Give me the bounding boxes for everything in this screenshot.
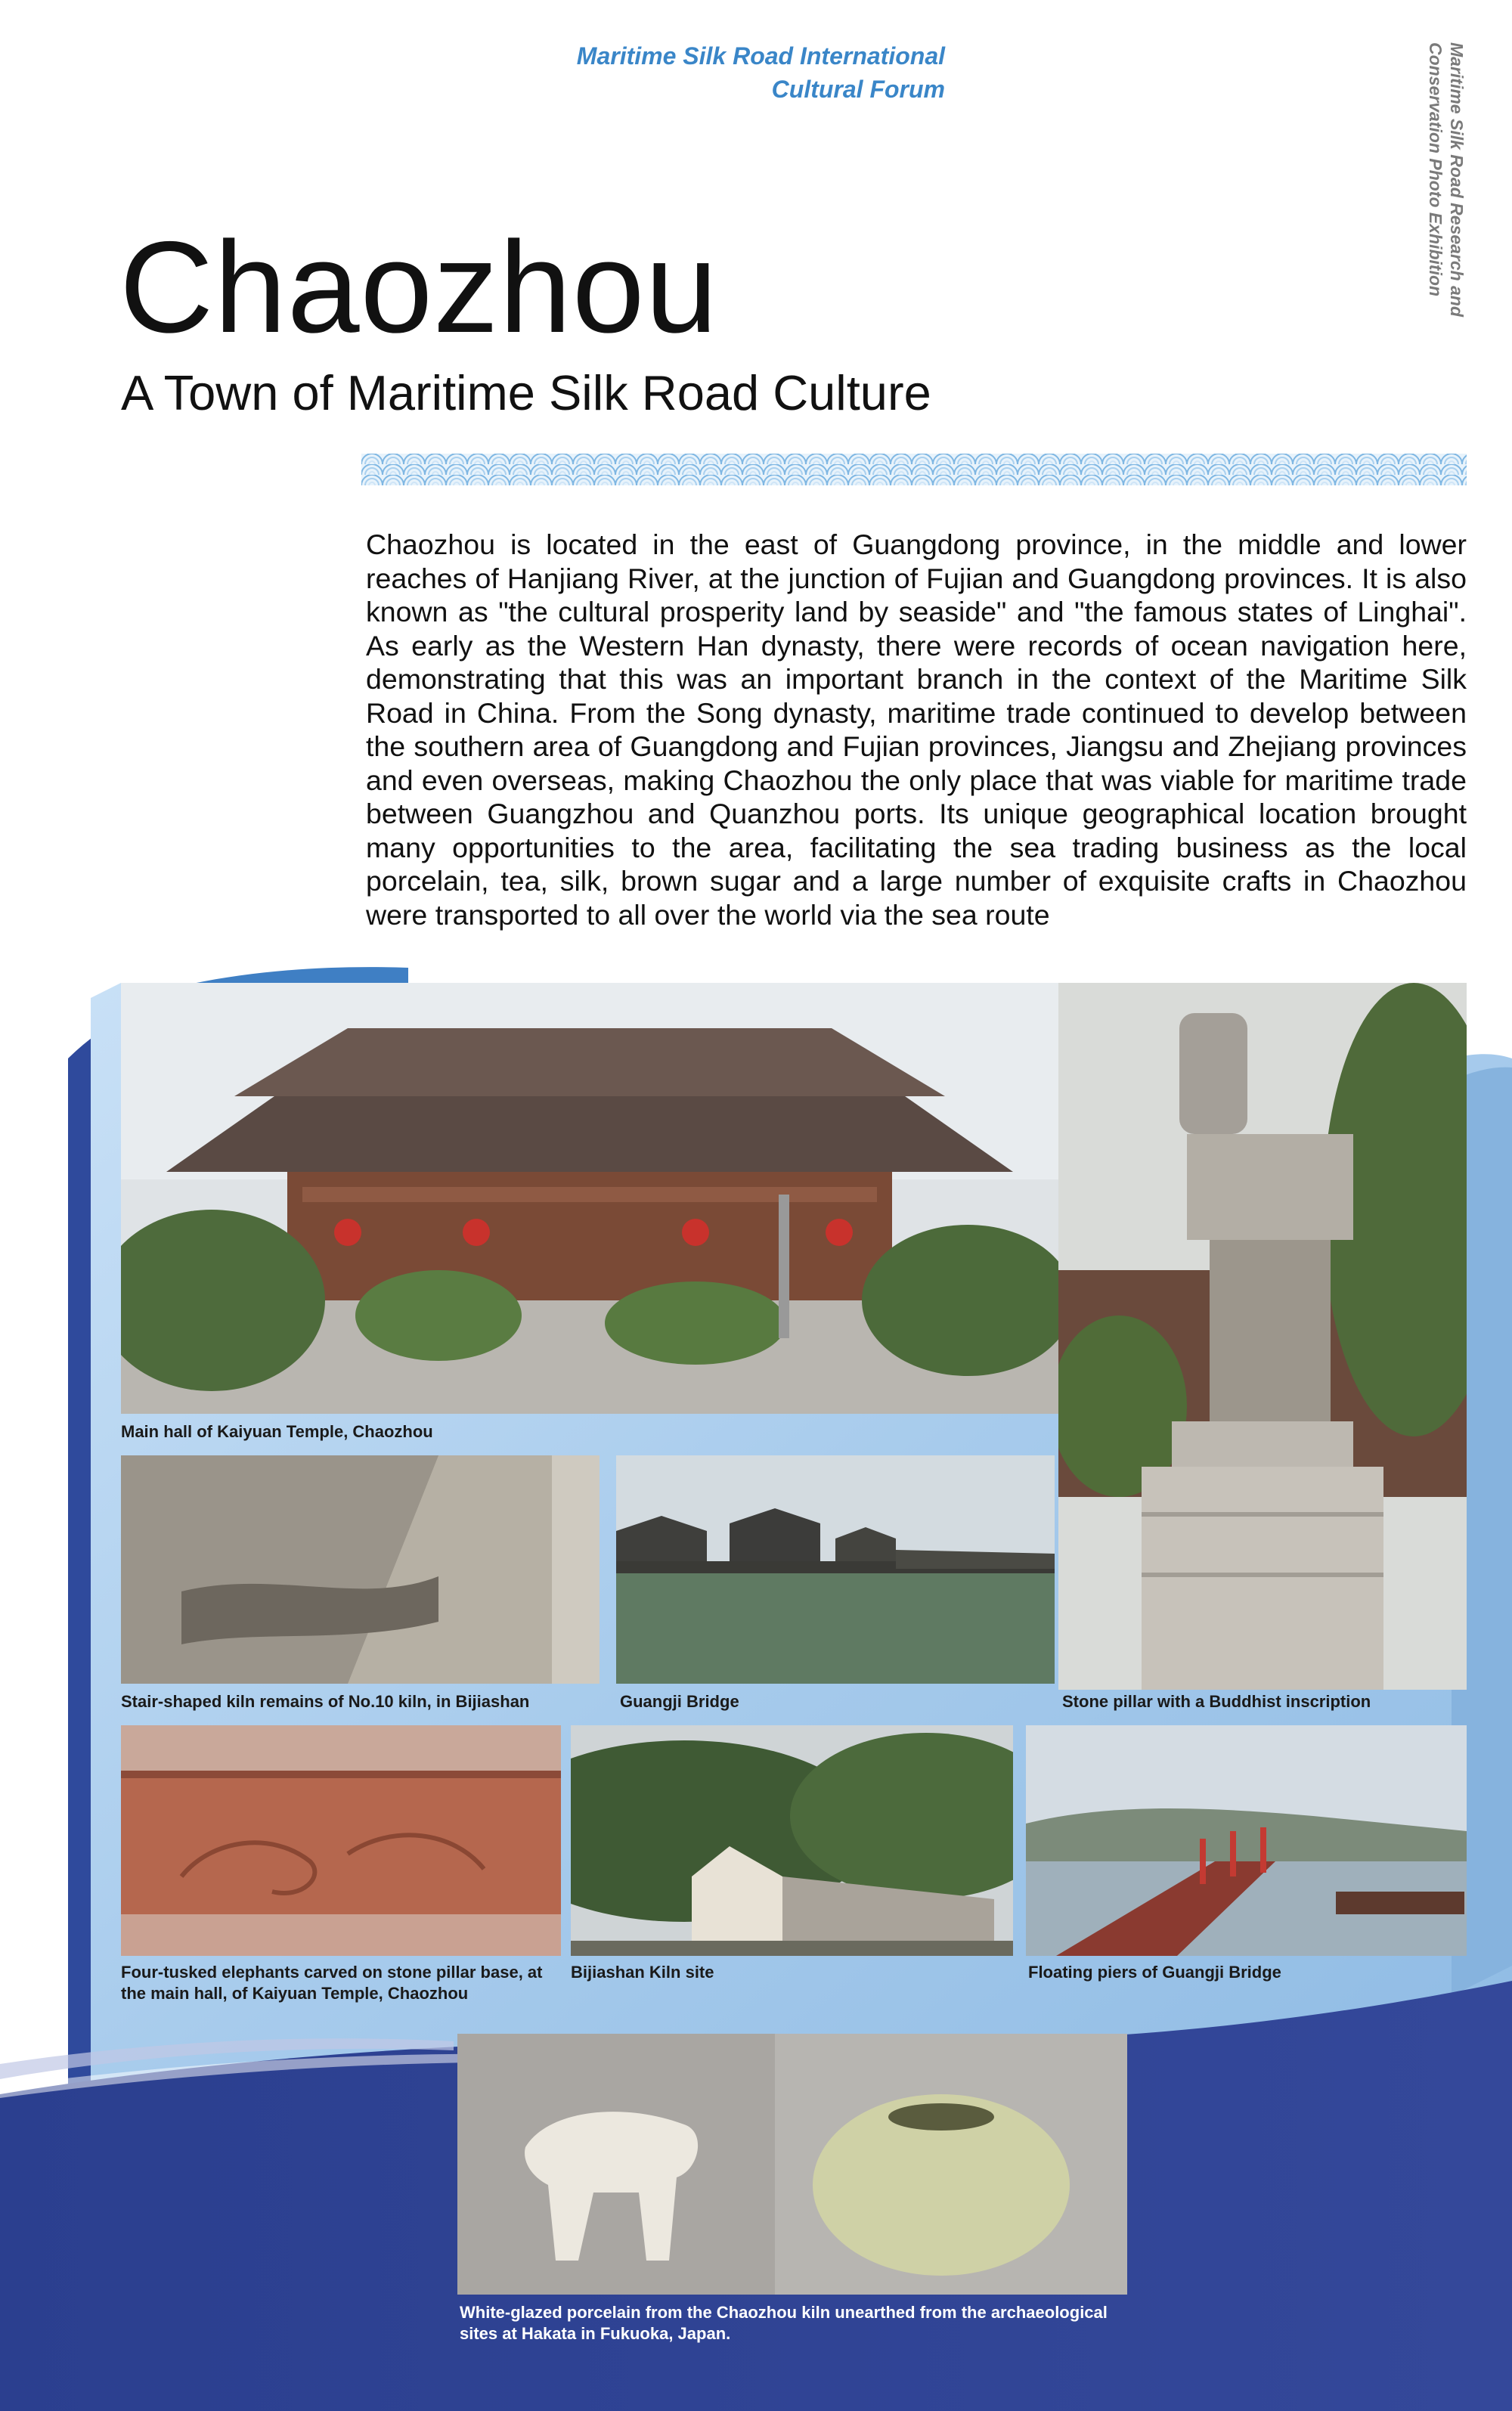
elephants-carving-photo [121, 1725, 561, 1956]
caption-kaiyuan-hall: Main hall of Kaiyuan Temple, Chaozhou [121, 1422, 433, 1441]
forum-header [469, 39, 945, 106]
wave-pattern-divider [361, 454, 1467, 485]
intro-paragraph: Chaozhou is located in the east of Guangdong province, in the middle and lower reaches of Hanjiang River, at the junction of Fujian and Guangdong provinces. It is also known as "the cultural prosperity land by seaside" and "the famous states of Linghai". As early as the Western Han dynasty, there were records of ocean navigation here, demonstrating that this was an important branch in the context of the Maritime Silk Road in China. From the Song dynasty, maritime trade continued to develop between the southern area of Guangdong and Fujian provinces, Jiangsu and Zhejiang provinces and even overseas, making Chaozhou the only place that was viable for maritime trade between Guangzhou and Quanzhou ports. Its unique geographical location brought many opportunities to the area, facilitating the sea trading business as the local porcelain, tea, silk, brown sugar and a large number of exquisite crafts in Chaozhou were transported to all over the world via the sea route [366, 528, 1467, 931]
caption-bijiashan-kiln: Bijiashan Kiln site [571, 1963, 714, 1982]
exhibition-side-title-text: Maritime Silk Road Research and Conservation Photo Exhibition [1426, 42, 1467, 318]
porcelain-photo [457, 2034, 1127, 2295]
forum-header-line2: Cultural Forum [771, 76, 945, 103]
caption-stone-pillar: Stone pillar with a Buddhist inscription [1062, 1692, 1371, 1711]
caption-porcelain: White-glazed porcelain from the Chaozhou kiln unearthed from the archaeological sites at Hakata in Fukuoka, Japan. [460, 2303, 1108, 2343]
caption-floating-piers: Floating piers of Guangji Bridge [1028, 1963, 1281, 1982]
kiln-remains-photo [121, 1455, 600, 1684]
page-title: Chaozhou [119, 215, 719, 360]
exhibition-side-title [1424, 42, 1469, 345]
page-subtitle: A Town of Maritime Silk Road Culture [121, 365, 931, 420]
caption-guangji-bridge: Guangji Bridge [620, 1692, 739, 1711]
bijiashan-kiln-photo [571, 1725, 1013, 1956]
guangji-bridge-photo [616, 1455, 1055, 1684]
kaiyuan-temple-photo [121, 983, 1058, 1414]
floating-piers-photo [1026, 1725, 1467, 1956]
caption-elephants: Four-tusked elephants carved on stone pillar base, at the main hall, of Kaiyuan Temple, Chaozhou [121, 1963, 543, 2003]
caption-kiln-remains: Stair-shaped kiln remains of No.10 kiln, in Bijiashan [121, 1692, 530, 1711]
stone-pillar-photo [1058, 983, 1467, 1690]
forum-header-line1: Maritime Silk Road International [576, 42, 945, 70]
